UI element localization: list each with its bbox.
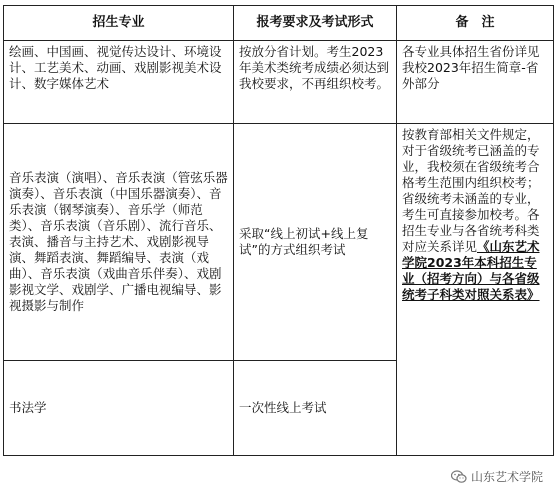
header-notes: 备 注 [397,6,554,41]
table-header-row [4,6,554,41]
row-requirements-performance: 采取“线上初试+线上复试”的方式组织考试 [234,124,397,361]
row-requirements-calligraphy: 一次性线上考试 [234,361,397,456]
row-major-calligraphy: 书法学 [4,361,234,456]
watermark [448,467,546,486]
admissions-table [3,5,554,456]
merged-note-link[interactable]: 《山东艺术学院2023年本科招生专业（招考方向）与各省级统考子科类对照关系表》 [402,239,540,302]
row-notes-art: 各专业具体招生省份详见我校2023年招生简章-省外部分 [397,41,554,124]
watermark-text: 山东艺术学院 [470,470,543,484]
wechat-icon [451,470,467,484]
row-requirements-art: 按放分省计划。考生2023年美术类统考成绩必须达到我校要求，不再组织校考。 [234,41,397,124]
header-major: 招生专业 [4,6,234,41]
merged-note-cell [397,124,554,456]
row-major-art: 绘画、中国画、视觉传达设计、环境设计、工艺美术、动画、戏剧影视美术设计、数字媒体艺术 [4,41,234,124]
row-major-performance: 音乐表演（演唱）、音乐表演（管弦乐器演奏）、音乐表演（中国乐器演奏）、音乐表演（钢琴演奏）、音乐学（师范类）、音乐表演（音乐剧）、流行音乐、表演、播音与主持艺术、戏剧影视导演、舞蹈表演、舞蹈编导、表演（戏曲）、音乐表演（戏曲音乐伴奏）、戏剧影视文学、戏剧学、广播电视编导、影视摄影与制作 [4,124,234,361]
table-row [4,41,554,124]
table-row [4,124,554,361]
header-requirements: 报考要求及考试形式 [234,6,397,41]
merged-note-text: 按教育部相关文件规定，对于省级统考已涵盖的专业，我校须在省级统考合格考生范围内组织校考；省级统考未涵盖的专业，考生可直接参加校考。各招生专业与各省统考科类对应关系详见 [402,127,540,254]
